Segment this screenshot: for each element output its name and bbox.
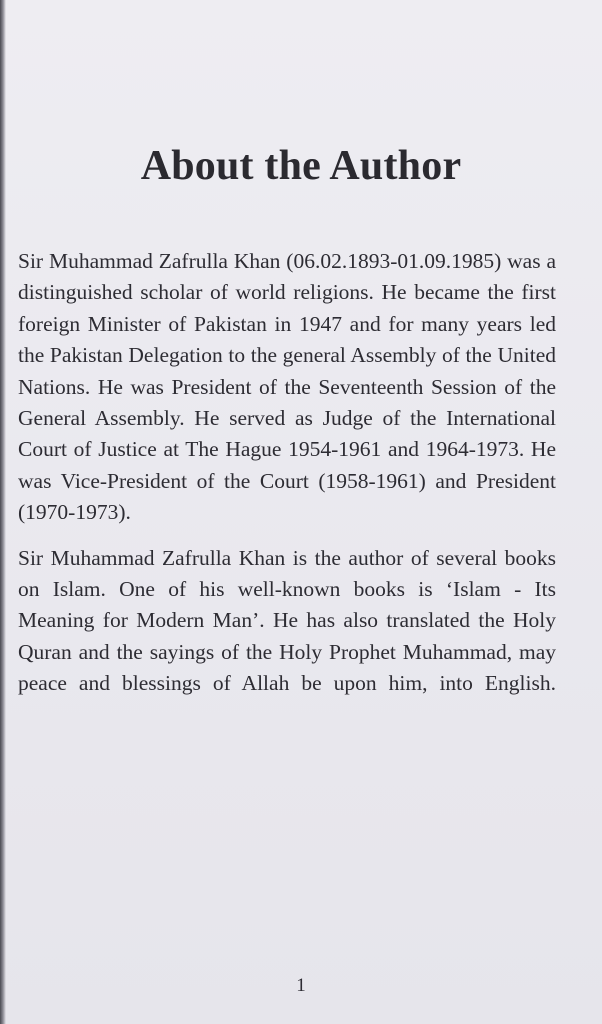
page-body: [18, 246, 556, 700]
paragraph-biography: Sir Muhammad Zafrulla Khan (06.02.1893-01.09.1985) was a distinguished scholar of world religions. He became the first foreign Minister of Pakistan in 1947 and for many years led the Pakistan Delegation to the general Assembly of the United Nations. He was President of the Seventeenth Session of the General Assembly. He served as Judge of the International Court of Justice at The Hague 1954-1961 and 1964-1973. He was Vice-President of the Court (1958-1961) and President (1970-1973).: [18, 249, 556, 525]
page-number: 1: [296, 975, 306, 996]
page-title: About the Author: [140, 143, 462, 189]
paragraph-works: Sir Muhammad Zafrulla Khan is the author of several books on Islam. One of his well-known books is ‘Islam - Its Meaning for Modern Man’. He has also translated the Holy Quran and the sayings of the Holy Prophet Muhammad, may peace and blessings of Allah be upon him, into English.: [18, 545, 556, 696]
